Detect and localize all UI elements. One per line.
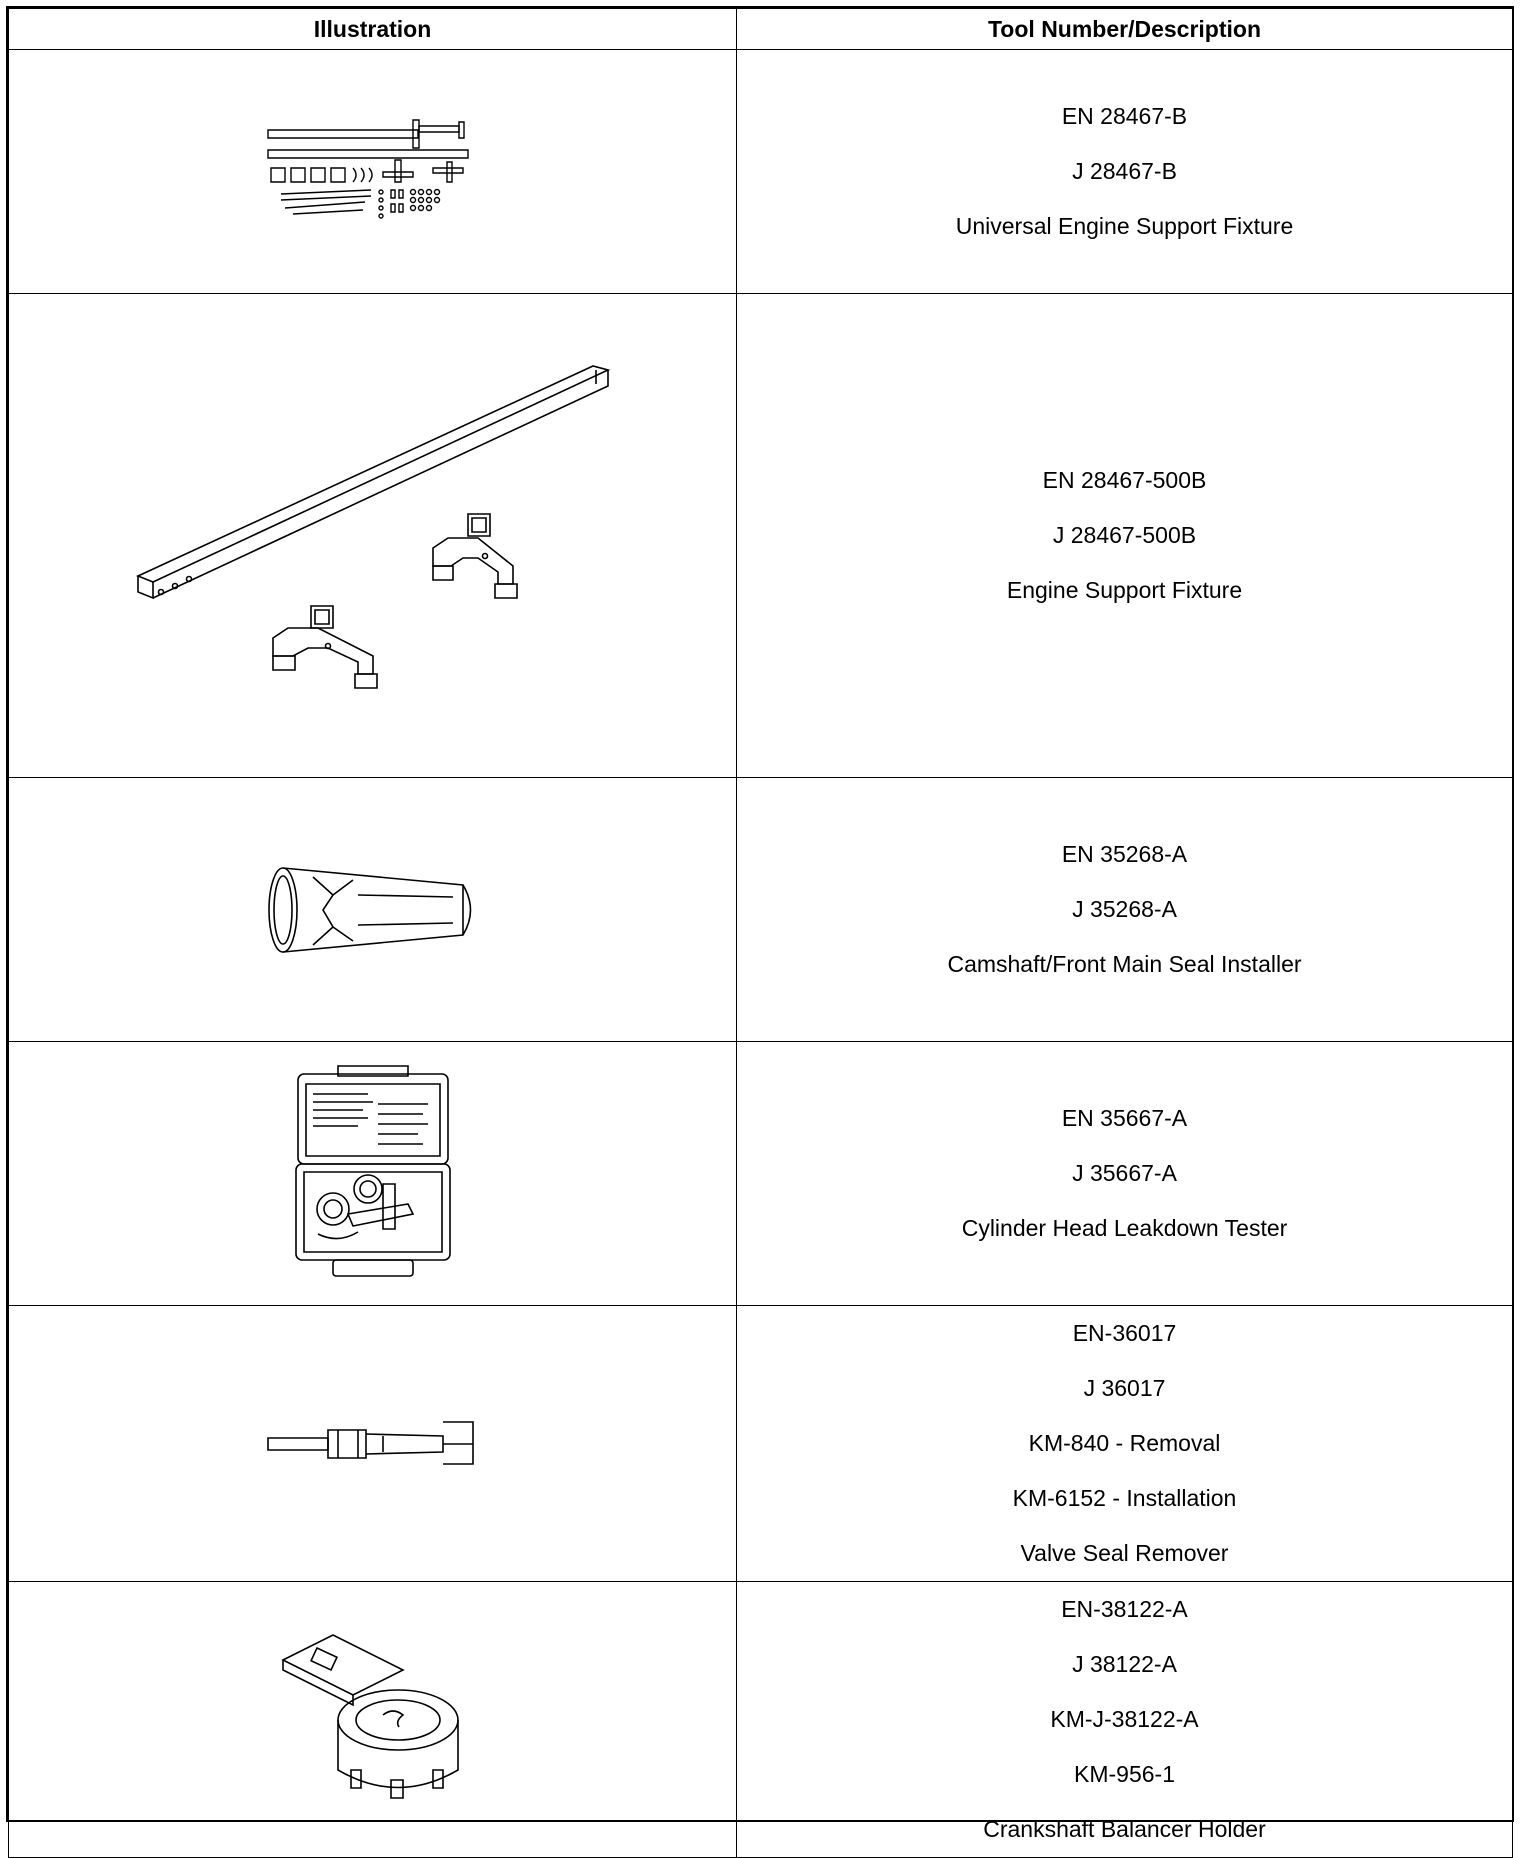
tool-description: Crankshaft Balancer Holder	[983, 1816, 1266, 1842]
tool-number-j: J 28467-500B	[1052, 522, 1197, 548]
header-illustration: Illustration	[9, 9, 737, 50]
description-cell	[737, 50, 1513, 294]
tool-description: Cylinder Head Leakdown Tester	[961, 1215, 1288, 1241]
description-cell	[737, 1306, 1513, 1582]
table-row	[9, 778, 1513, 1042]
table-row	[9, 1042, 1513, 1306]
tool-number-en: EN-38122-A	[1061, 1596, 1188, 1622]
balancer-holder-illustration	[273, 1630, 473, 1810]
special-tools-table	[8, 8, 1513, 1858]
tool-number-km-removal: KM-840 - Removal	[1028, 1430, 1221, 1456]
engine-support-bar-illustration	[133, 356, 613, 716]
table-row	[9, 1306, 1513, 1582]
tool-number-en: EN-36017	[1072, 1320, 1177, 1346]
tool-description: Engine Support Fixture	[1006, 577, 1243, 603]
leakdown-tester-case-illustration	[288, 1064, 458, 1284]
illustration-cell	[9, 778, 737, 1042]
illustration-cell	[9, 50, 737, 294]
tool-description: Valve Seal Remover	[1020, 1540, 1229, 1566]
tool-number-en: EN 35667-A	[1061, 1105, 1188, 1131]
illustration-cell	[9, 1306, 737, 1582]
tool-description: Universal Engine Support Fixture	[955, 213, 1294, 239]
table-header-row	[9, 9, 1513, 50]
table-row	[9, 50, 1513, 294]
seal-installer-illustration	[263, 855, 483, 965]
table-row	[9, 294, 1513, 778]
tool-number-km-j: KM-J-38122-A	[1050, 1706, 1199, 1732]
description-cell	[737, 1042, 1513, 1306]
tools-table-frame	[6, 6, 1514, 1842]
illustration-cell	[9, 1582, 737, 1858]
header-description: Tool Number/Description	[737, 9, 1513, 50]
tool-number-j: J 35667-A	[1072, 1160, 1177, 1186]
illustration-cell	[9, 1042, 737, 1306]
description-cell	[737, 778, 1513, 1042]
valve-seal-remover-illustration	[263, 1414, 483, 1474]
tool-number-en: EN 28467-500B	[1042, 467, 1207, 493]
tool-number-j: J 38122-A	[1072, 1651, 1177, 1677]
illustration-cell	[9, 294, 737, 778]
tool-description: Camshaft/Front Main Seal Installer	[947, 951, 1302, 977]
tool-number-j: J 36017	[1083, 1375, 1166, 1401]
tool-number-j: J 35268-A	[1072, 896, 1177, 922]
tool-number-j: J 28467-B	[1072, 158, 1177, 184]
description-cell	[737, 294, 1513, 778]
tool-number-km-installation: KM-6152 - Installation	[1012, 1485, 1237, 1511]
tool-number-en: EN 35268-A	[1061, 841, 1188, 867]
universal-engine-support-kit-illustration	[263, 112, 483, 232]
tool-number-en: EN 28467-B	[1061, 103, 1188, 129]
description-cell	[737, 1582, 1513, 1858]
tool-number-km: KM-956-1	[1074, 1761, 1175, 1787]
table-row	[9, 1582, 1513, 1858]
